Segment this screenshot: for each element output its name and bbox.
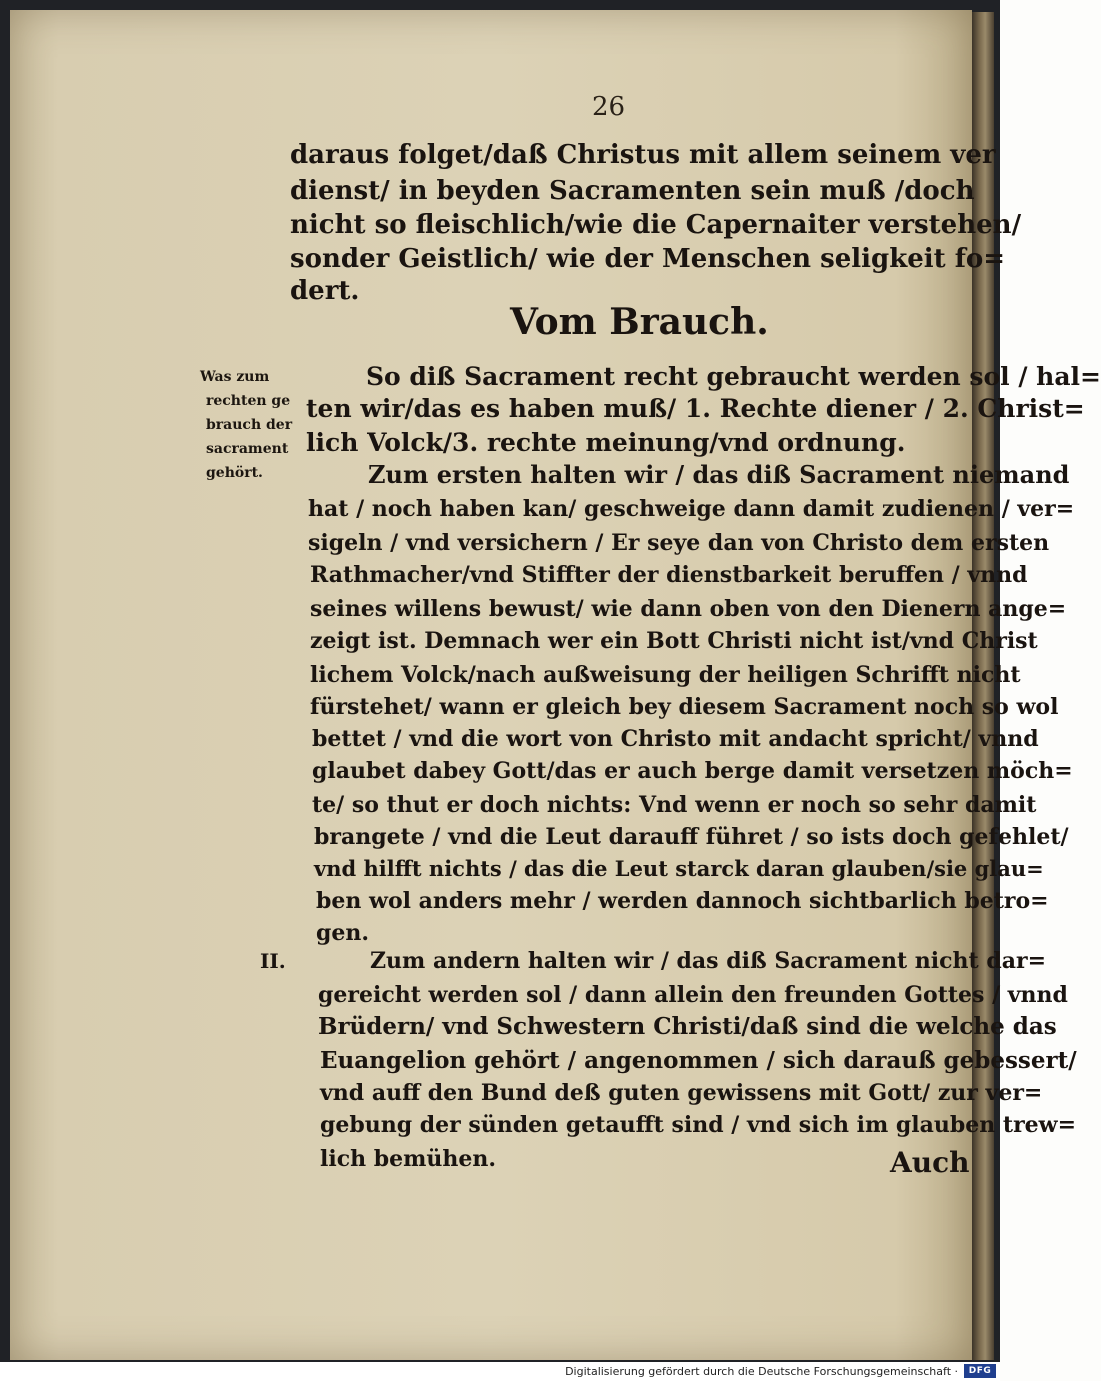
margin-note-line: rechten ge [206,393,291,409]
margin-note-line: brauch der [206,417,293,433]
text-line: dienst/ in beyden Sacramenten sein muß /doch [290,176,975,206]
dfg-logo: DFG [964,1364,996,1378]
text-line: nicht so fleischlich/wie die Capernaiter verstehen/ [290,210,1022,240]
section-heading: Vom Brauch. [510,301,769,343]
text-line: zeigt ist. Demnach wer ein Bott Christi nicht ist/vnd Christ [310,628,1038,654]
text-line: glaubet dabey Gott/das er auch berge damit versetzen möch= [312,758,1073,784]
text-line: vnd hilfft nichts / das die Leut starck daran glauben/sie glau= [314,856,1044,881]
text-line: ten wir/das es haben muß/ 1. Rechte diener / 2. Christ= [306,394,1085,423]
text-line: gereicht werden sol / dann allein den freunden Gottes / vnnd [318,982,1068,1008]
text-line: Zum andern halten wir / das diß Sacrament nicht dar= [370,948,1047,974]
text-line: te/ so thut er doch nichts: Vnd wenn er noch so sehr damit [312,792,1037,818]
text-line: Zum ersten halten wir / das diß Sacrament niemand [368,460,1070,489]
text-line: brangete / vnd die Leut darauff führet / so ists doch gefehlet/ [314,824,1069,850]
text-line: lich Volck/3. rechte meinung/vnd ordnung. [306,428,906,457]
text-line: lich bemühen. [320,1146,497,1172]
text-line: bettet / vnd die wort von Christo mit andacht spricht/ vnnd [312,726,1039,752]
page-number: 26 [592,92,626,122]
text-line: gen. [316,920,370,946]
text-line: Brüdern/ vnd Schwestern Christi/daß sind die welche das [318,1013,1057,1040]
credit-bar [0,1362,1000,1381]
text-line: hat / noch haben kan/ geschweige dann damit zudienen / ver= [308,496,1075,522]
text-line: dert. [290,276,360,306]
text-line: sigeln / vnd versichern / Er seye dan von Christo dem ersten [308,530,1050,556]
margin-note-line: sacrament [206,441,289,457]
text-line: fürstehet/ wann er gleich bey diesem Sacrament noch so wol [310,694,1059,720]
margin-numeral: II. [260,949,286,973]
text-line: Euangelion gehört / angenommen / sich darauß gebessert/ [320,1047,1077,1074]
text-line: Rathmacher/vnd Stiffter der dienstbarkeit beruffen / vnnd [310,562,1028,588]
text-line: sonder Geistlich/ wie der Menschen seligkeit fo= [290,244,1005,274]
text-line: daraus folget/daß Christus mit allem seinem ver [290,140,996,170]
funding-credit: Digitalisierung gefördert durch die Deutsche Forschungsgemeinschaft · [565,1365,958,1378]
margin-note-line: gehört. [206,465,263,481]
text-line: lichem Volck/nach außweisung der heiligen Schrifft nicht [310,662,1021,688]
text-line: ben wol anders mehr / werden dannoch sichtbarlich betro= [316,888,1049,914]
text-line: vnd auff den Bund deß guten gewissens mit Gott/ zur ver= [320,1080,1043,1106]
margin-note-line: Was zum [200,369,270,385]
text-line: gebung der sünden getaufft sind / vnd sich im glauben trew= [320,1112,1077,1138]
catchword: Auch [890,1146,970,1179]
text-line: So diß Sacrament recht gebraucht werden sol / hal= [366,362,1101,391]
text-line: seines willens bewust/ wie dann oben von den Dienern ange= [310,596,1067,622]
